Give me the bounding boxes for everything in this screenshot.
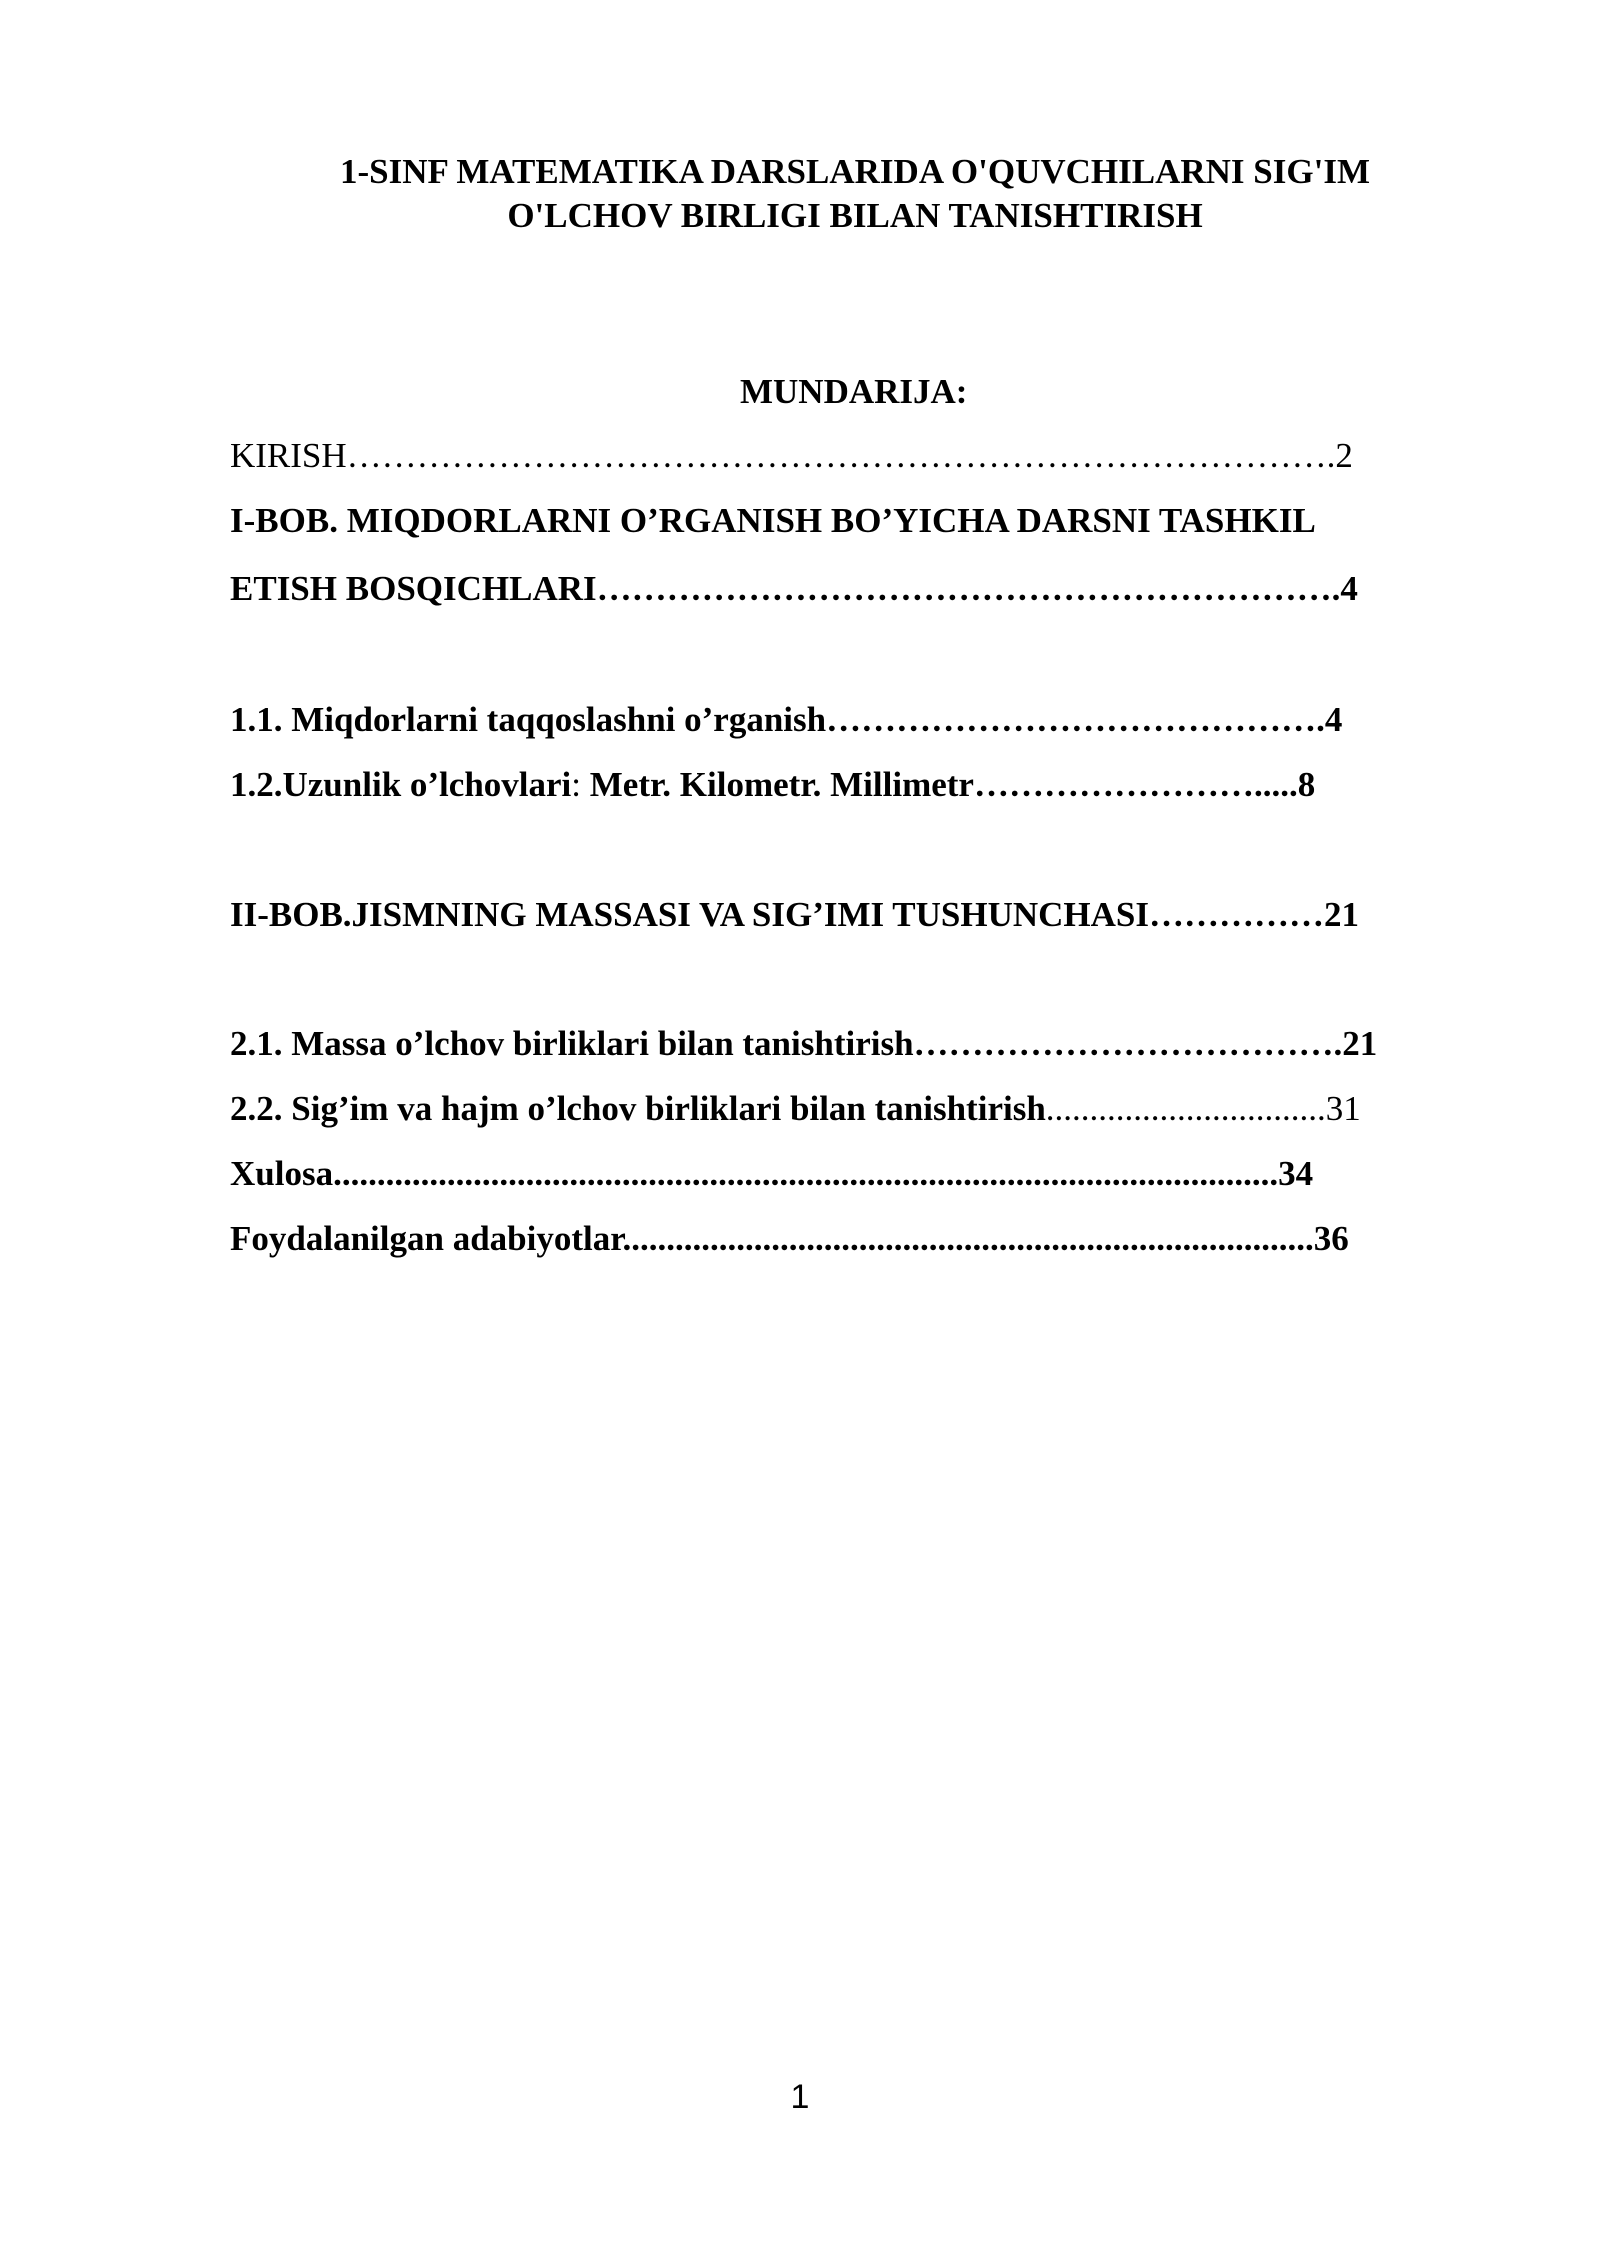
toc-entry-adabiyotlar: Foydalanilgan adabiyotlar...............................................................................36 bbox=[230, 1219, 1349, 1258]
toc-entry-1-2-colon: : bbox=[571, 765, 582, 804]
toc-entry-bob1-line1: I-BOB. MIQDORLARNI O’RGANISH BO’YICHA DARSNI TASHKIL bbox=[230, 501, 1316, 540]
toc-entry-xulosa: Xulosa............................................................................................................34 bbox=[230, 1154, 1314, 1193]
toc-entry-1-2-title: 1.2.Uzunlik o’lchovlari bbox=[230, 765, 572, 804]
title-line-2: O'LCHOV BIRLIGI BILAN TANISHTIRISH bbox=[507, 196, 1203, 235]
toc-entry-bob1-line2: ETISH BOSQICHLARI……………………………………………………….4 bbox=[230, 569, 1358, 608]
toc-entry-1-2 bbox=[230, 765, 1315, 805]
document-title bbox=[230, 150, 1480, 238]
toc-entry-2-1: 2.1. Massa o’lchov birliklari bilan tanishtirish……………………………….21 bbox=[230, 1024, 1378, 1063]
toc-entry-1-2-subtitle: Metr. Kilometr. Millimetr…………………….....8 bbox=[581, 765, 1316, 804]
toc-entry-2-2-title: 2.2. Sig’im va hajm o’lchov birliklari bilan tanishtirish bbox=[230, 1089, 1046, 1128]
toc-entry-bob2: II-BOB.JISMNING MASSASI VA SIG’IMI TUSHUNCHASI……………21 bbox=[230, 895, 1359, 934]
toc-entry-kirish: KIRISH………………………………………………………………………….2 bbox=[230, 436, 1353, 475]
toc-heading: MUNDARIJA: bbox=[740, 372, 968, 411]
toc-entry-1-1: 1.1. Miqdorlarni taqqoslashni o’rganish…………………………………….4 bbox=[230, 700, 1343, 739]
toc-entry-2-2-leader: ................................31 bbox=[1045, 1089, 1361, 1128]
page-number: 1 bbox=[790, 2078, 810, 2116]
title-line-1: 1-SINF MATEMATIKA DARSLARIDA O'QUVCHILARNI SIG'IM bbox=[339, 152, 1370, 191]
toc-entry-2-2 bbox=[230, 1089, 1361, 1129]
